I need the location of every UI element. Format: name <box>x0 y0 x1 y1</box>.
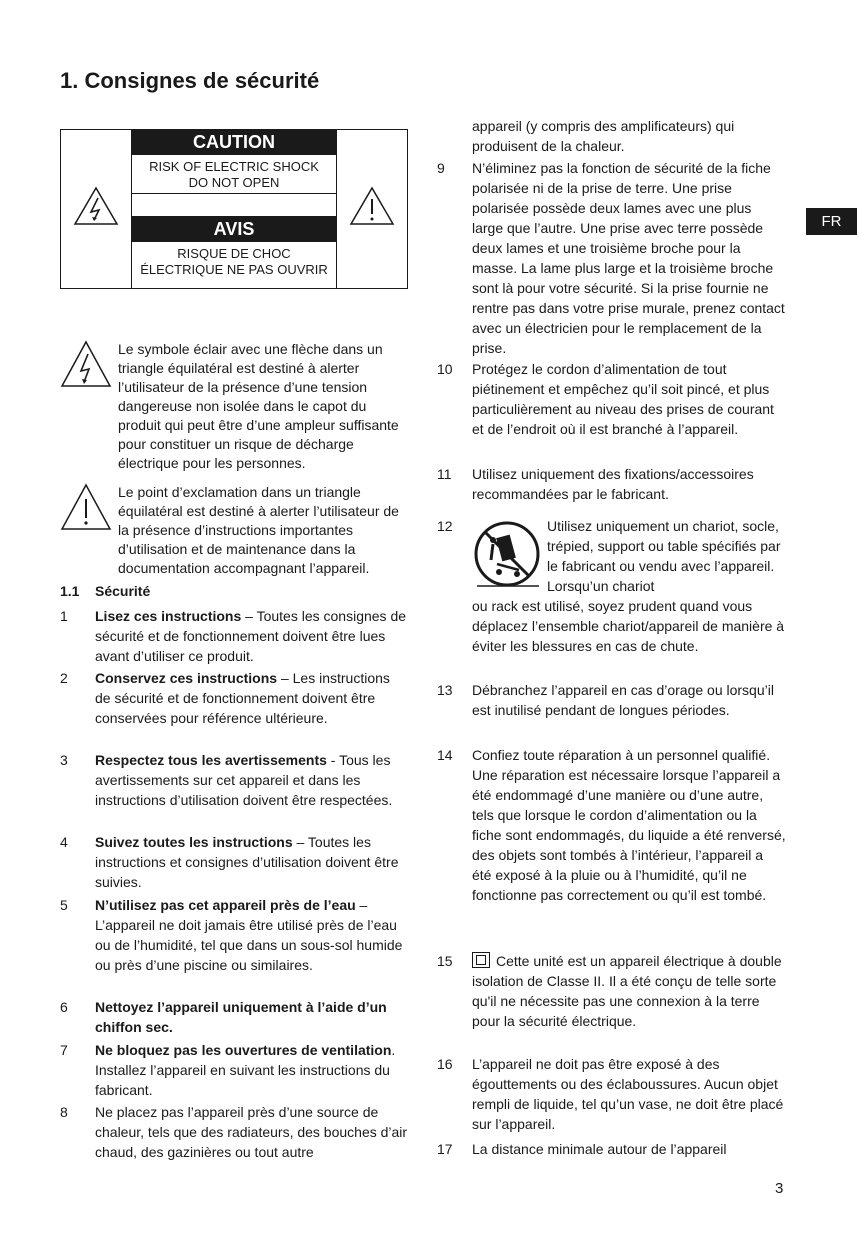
item-bold: Respectez tous les avertissements <box>95 752 327 768</box>
avis-label: AVIS <box>132 217 336 242</box>
item-number: 3 <box>60 752 68 768</box>
item-number: 9 <box>437 160 445 176</box>
item-text <box>95 1102 409 1162</box>
exclamation-symbol-text: Le point d’exclamation dans un triangle équilatéral est destiné à alerter l’utilisateur de la présence d’instructions importantes d’utilisation et de maintenance dans la documentation accompagnant l’appareil. <box>118 484 399 576</box>
lightning-symbol-note <box>60 340 410 470</box>
item-body: Ne placez pas l’appareil près d’une source de chaleur, tels que des radiateurs, des bouches d’air chaud, des gazinières ou tout autre <box>95 1104 408 1160</box>
exclamation-triangle-icon <box>349 186 395 226</box>
item-number: 1 <box>60 608 68 624</box>
item-number: 12 <box>437 518 453 534</box>
exclamation-triangle-icon <box>60 483 112 531</box>
cart-warning-icon <box>473 520 541 588</box>
item-text <box>95 832 409 892</box>
section-heading <box>60 583 150 599</box>
item-text <box>472 158 786 358</box>
caution-text <box>132 155 336 191</box>
item-body: ou rack est utilisé, soyez prudent quand vous déplacez l’ensemble chariot/appareil de manière à éviter les blessures en cas de chute. <box>472 598 785 654</box>
item-text <box>472 116 786 156</box>
item-number: 6 <box>60 999 68 1015</box>
item-bold: Suivez toutes les instructions <box>95 834 293 850</box>
item-body: – Toutes les consignes de sécurité et de fonctionnement doivent être lues avant d’utiliser ce produit. <box>95 608 407 664</box>
item-body: – L’appareil ne doit jamais être utilisé près de l’eau ou de l’humidité, tel que dans un sous-sol humide ou près d’une piscine ou similaires. <box>95 897 403 973</box>
item-text <box>95 895 409 975</box>
caution-box-right <box>336 130 407 288</box>
item-text <box>472 464 786 504</box>
avis-text-line-1: RISQUE DE CHOC <box>177 246 291 261</box>
item-body: N’éliminez pas la fonction de sécurité de la fiche polarisée ni de la prise de terre. Une prise polarisée possède deux lames avec une plus large que l’autre. Une prise avec terre possède deux lames et une troisième broche pour la masse. La lame plus large et la troisième broche sont là pour votre sécurité. Si la prise fournie ne rentre pas dans votre prise murale, prenez contact avec un électricien pour le remplacement de la prise. <box>472 160 785 356</box>
caution-box-center <box>132 130 336 288</box>
item-body: Confiez toute réparation à un personnel qualifié. Une réparation est nécessaire lorsque l’appareil a été endommagé d’une manière ou d’une autre, tels que lorsque le cordon d’alimentation ou la fiche sont endommagés, du liquide a été renversé, des objets sont tombés à l’intérieur, l’appareil a été exposé à la pluie ou à l’humidité, qu’il ne fonctionne pas correctement ou qu’il est tombé. <box>472 747 786 903</box>
item-body: . Installez l’appareil en suivant les instructions du fabricant. <box>95 1042 396 1098</box>
item-text <box>95 1040 409 1100</box>
item-text <box>472 680 786 720</box>
item-body: La distance minimale autour de l’appareil <box>472 1141 727 1157</box>
section-number: 1.1 <box>60 583 80 599</box>
caution-divider <box>132 193 336 217</box>
page-number: 3 <box>775 1180 784 1197</box>
item-text <box>95 668 409 728</box>
avis-text-line-2: ÉLECTRIQUE NE PAS OUVRIR <box>140 262 328 277</box>
caution-box <box>60 129 408 289</box>
item-text <box>472 745 786 905</box>
class-ii-icon <box>472 952 490 968</box>
exclamation-symbol-note <box>60 483 410 583</box>
item-text <box>472 1054 786 1134</box>
item-body: – Toutes les instructions et consignes d’utilisation doivent être suivies. <box>95 834 399 890</box>
item-text <box>95 750 409 810</box>
item-body: L’appareil ne doit pas être exposé à des égouttements ou des éclaboussures. Aucun objet rempli de liquide, tel qu’un vase, ne doit être placé sur l’appareil. <box>472 1056 784 1132</box>
caution-text-line-2: DO NOT OPEN <box>188 175 280 190</box>
item-number: 2 <box>60 670 68 686</box>
item-bold: Nettoyez l’appareil uniquement à l’aide d’un chiffon sec. <box>95 999 387 1035</box>
section-title: Sécurité <box>95 583 151 599</box>
item-bold: Conservez ces instructions <box>95 670 278 686</box>
item-number: 11 <box>437 466 452 482</box>
item-number: 16 <box>437 1056 453 1072</box>
item-number: 8 <box>60 1104 68 1120</box>
item-text <box>95 997 409 1037</box>
item-body: Débranchez l’appareil en cas d’orage ou lorsqu’il est inutilisé pendant de longues périodes. <box>472 682 774 718</box>
caution-text-line-1: RISK OF ELECTRIC SHOCK <box>149 159 319 174</box>
item-body: Utilisez uniquement des fixations/accessoires recommandées par le fabricant. <box>472 466 754 502</box>
language-tab: FR <box>806 208 857 235</box>
item-text <box>472 1139 786 1159</box>
item-number: 13 <box>437 682 453 698</box>
item-body: appareil (y compris des amplificateurs) qui produisent de la chaleur. <box>472 118 735 154</box>
item-text <box>472 359 786 439</box>
item-number: 14 <box>437 747 453 763</box>
item-number: 5 <box>60 897 68 913</box>
item-number: 7 <box>60 1042 68 1058</box>
item-body: Protégez le cordon d’alimentation de tout piétinement et empêchez qu’il soit pincé, et plus particulièrement au niveau des prises de courant et de l’endroit où il est branché à l’appareil. <box>472 361 774 437</box>
item-bold: N’utilisez pas cet appareil près de l’eau <box>95 897 356 913</box>
item-bold: Ne bloquez pas les ouvertures de ventilation <box>95 1042 392 1058</box>
item-body: - Tous les avertissements sur cet appareil et dans les instructions d’utilisation doivent être respectées. <box>95 752 393 808</box>
caution-box-left <box>61 130 132 288</box>
item-body: – Les instructions de sécurité et de fonctionnement doivent être conservées pour référence ultérieure. <box>95 670 390 726</box>
item-number: 17 <box>437 1141 453 1157</box>
item-body: Cette unité est un appareil électrique à double isolation de Classe II. Il a été conçu de telle sorte qu'il ne nécessite pas une connexion à la terre pour la sécurité électrique. <box>472 953 782 1029</box>
item-text-beside-icon: Utilisez uniquement un chariot, socle, trépied, support ou table spécifiés par le fabricant ou vendu avec l’appareil. Lorsqu’un chariot <box>547 518 781 594</box>
lightning-symbol-text: Le symbole éclair avec une flèche dans un triangle équilatéral est destiné à alerter l’utilisateur de la présence d’une tension dangereuse non isolée dans le capot du produit qui peut être d’une ampleur suffisante pour constituer un risque de décharge électrique pour les personnes. <box>118 341 399 471</box>
list-item <box>437 516 787 676</box>
lightning-triangle-icon <box>60 340 112 388</box>
item-number: 10 <box>437 361 453 377</box>
lightning-triangle-icon <box>73 186 119 226</box>
item-bold: Lisez ces instructions <box>95 608 242 624</box>
caution-label: CAUTION <box>132 130 336 155</box>
item-text <box>95 606 409 666</box>
avis-text <box>132 242 336 278</box>
item-number: 15 <box>437 953 453 969</box>
item-text <box>472 951 786 1031</box>
page-title: 1. Consignes de sécurité <box>60 68 320 93</box>
item-number: 4 <box>60 834 68 850</box>
